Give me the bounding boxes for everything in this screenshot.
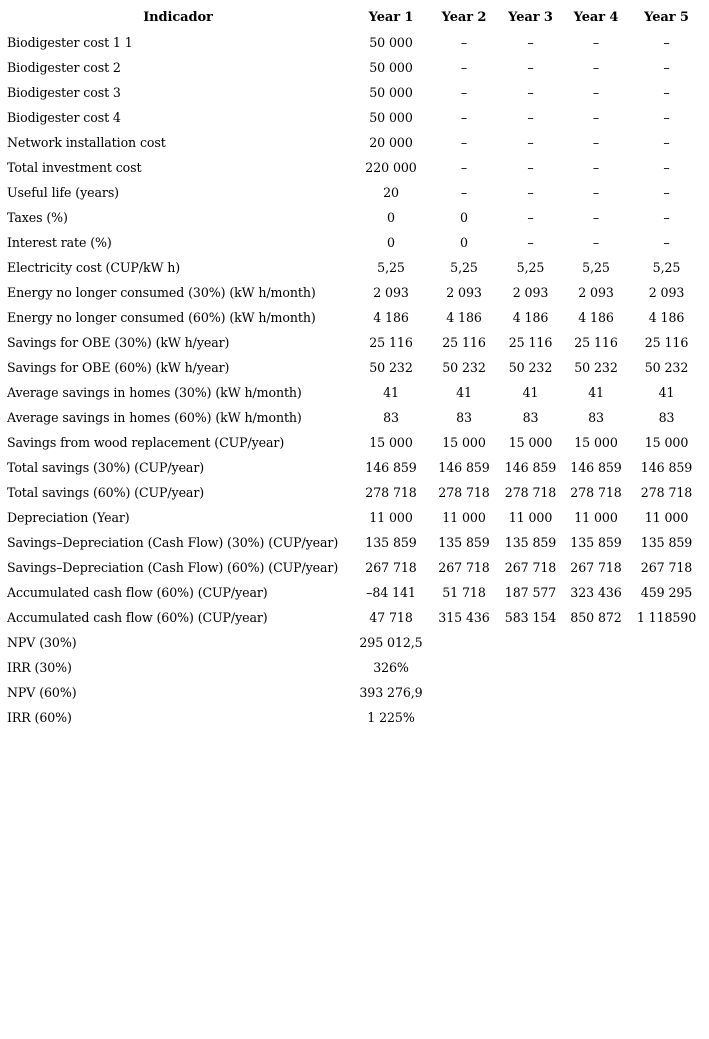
cell-year-4: 5,25 bbox=[582, 260, 610, 275]
cell-year-3: 2 093 bbox=[512, 285, 549, 300]
cell-year-3: – bbox=[527, 235, 534, 250]
cell-year-5: 1 118590 bbox=[636, 610, 697, 625]
cell-year-2: – bbox=[460, 135, 468, 150]
cell-year-4: – bbox=[592, 85, 600, 100]
cell-year-4: 267 718 bbox=[570, 560, 622, 575]
cell-year-1: 0 bbox=[387, 210, 395, 225]
cell-indicator: Taxes (%) bbox=[7, 210, 68, 225]
cell-year-5: – bbox=[663, 185, 670, 200]
cell-year-3 bbox=[499, 630, 562, 655]
cell-year-4: – bbox=[592, 135, 600, 150]
cell-year-5: 50 232 bbox=[644, 360, 689, 375]
cell-year-5: 5,25 bbox=[652, 260, 681, 275]
table-row bbox=[3, 555, 703, 580]
table-row bbox=[3, 680, 703, 705]
cell-indicator: Total savings (60%) (CUP/year) bbox=[7, 485, 205, 500]
cell-year-1: 1 225% bbox=[367, 710, 415, 725]
cell-year-2: 278 718 bbox=[438, 485, 490, 500]
cell-indicator: Biodigester cost 4 bbox=[7, 110, 121, 125]
cell-year-4: 25 116 bbox=[574, 335, 618, 350]
cell-year-2: 267 718 bbox=[438, 560, 490, 575]
table-row bbox=[3, 280, 703, 305]
table-row bbox=[3, 30, 703, 55]
cell-year-2: – bbox=[460, 160, 468, 175]
table-row bbox=[3, 155, 703, 180]
cell-year-2: 51 718 bbox=[442, 585, 486, 600]
cell-year-5: – bbox=[663, 85, 670, 100]
cell-year-1: 20 000 bbox=[369, 135, 413, 150]
cell-indicator: Useful life (years) bbox=[7, 185, 119, 200]
cell-year-2: 41 bbox=[456, 385, 472, 400]
cell-year-1: 220 000 bbox=[365, 160, 417, 175]
indicator-table bbox=[3, 5, 703, 730]
cell-year-2: 83 bbox=[456, 410, 472, 425]
cell-year-3: 83 bbox=[522, 410, 539, 425]
cell-year-4: 4 186 bbox=[578, 310, 614, 325]
table-row bbox=[3, 380, 703, 405]
cell-year-1: 393 276,9 bbox=[359, 685, 423, 700]
cell-indicator: Accumulated cash flow (60%) (CUP/year) bbox=[7, 610, 268, 625]
cell-year-4: – bbox=[592, 235, 600, 250]
cell-indicator: Accumulated cash flow (60%) (CUP/year) bbox=[7, 585, 268, 600]
cell-year-1: 146 859 bbox=[365, 460, 417, 475]
cell-indicator: IRR (30%) bbox=[7, 660, 72, 675]
cell-year-5: 2 093 bbox=[648, 285, 685, 300]
table-row bbox=[3, 655, 703, 680]
cell-year-4: 850 872 bbox=[570, 610, 622, 625]
cell-year-5: 459 295 bbox=[640, 585, 693, 600]
cell-year-5: 83 bbox=[658, 410, 675, 425]
table-row bbox=[3, 630, 703, 655]
table-row bbox=[3, 180, 703, 205]
cell-year-3: 146 859 bbox=[504, 460, 557, 475]
cell-year-5: 4 186 bbox=[648, 310, 685, 325]
cell-year-1: 2 093 bbox=[373, 285, 409, 300]
table-row bbox=[3, 580, 703, 605]
cell-year-5: – bbox=[663, 235, 670, 250]
cell-indicator: Biodigester cost 1 1 bbox=[7, 35, 133, 50]
cell-year-5 bbox=[630, 655, 703, 680]
cell-year-5: – bbox=[663, 135, 670, 150]
cell-year-4 bbox=[562, 630, 630, 655]
cell-year-2: 0 bbox=[460, 235, 468, 250]
cell-year-2: 2 093 bbox=[446, 285, 482, 300]
cell-year-1: 135 859 bbox=[365, 535, 417, 550]
cell-year-5 bbox=[630, 680, 703, 705]
cell-year-5: 146 859 bbox=[640, 460, 693, 475]
table-row bbox=[3, 80, 703, 105]
cell-year-4 bbox=[562, 680, 630, 705]
cell-year-5: – bbox=[663, 210, 670, 225]
table-row bbox=[3, 205, 703, 230]
cell-year-2: – bbox=[460, 85, 468, 100]
table-row bbox=[3, 55, 703, 80]
cell-year-1: 5,25 bbox=[377, 260, 405, 275]
cell-year-2: 50 232 bbox=[442, 360, 486, 375]
cell-year-1: 267 718 bbox=[365, 560, 417, 575]
cell-indicator: NPV (30%) bbox=[7, 635, 77, 650]
cell-year-3: 278 718 bbox=[504, 485, 557, 500]
cell-year-1: 50 000 bbox=[369, 110, 413, 125]
cell-year-3: – bbox=[527, 110, 534, 125]
cell-year-1: 20 bbox=[383, 185, 399, 200]
cell-year-3: – bbox=[527, 35, 534, 50]
cell-year-2 bbox=[429, 680, 499, 705]
cell-year-2: 15 000 bbox=[442, 435, 486, 450]
cell-year-1: 326% bbox=[373, 660, 409, 675]
cell-year-2: – bbox=[460, 60, 468, 75]
cell-year-2: 25 116 bbox=[442, 335, 486, 350]
cell-indicator: NPV (60%) bbox=[7, 685, 77, 700]
header-year-2: Year 2 bbox=[441, 10, 487, 25]
cell-indicator: Total investment cost bbox=[7, 160, 142, 175]
table-row bbox=[3, 255, 703, 280]
cell-year-1: 295 012,5 bbox=[359, 635, 423, 650]
cell-year-5: 135 859 bbox=[640, 535, 693, 550]
cell-year-3: – bbox=[527, 135, 534, 150]
table-row bbox=[3, 455, 703, 480]
cell-year-1: 83 bbox=[383, 410, 399, 425]
cell-year-4: – bbox=[592, 35, 600, 50]
cell-year-1: 25 116 bbox=[369, 335, 413, 350]
cell-year-5: 15 000 bbox=[644, 435, 689, 450]
cell-indicator: Biodigester cost 2 bbox=[7, 60, 121, 75]
cell-year-2: – bbox=[460, 185, 468, 200]
header-year-4: Year 4 bbox=[573, 10, 619, 25]
cell-year-1: 278 718 bbox=[365, 485, 417, 500]
table-row bbox=[3, 330, 703, 355]
cell-year-4: 50 232 bbox=[574, 360, 618, 375]
table-row bbox=[3, 405, 703, 430]
cell-year-3: 583 154 bbox=[504, 610, 557, 625]
cell-year-2: 315 436 bbox=[438, 610, 490, 625]
cell-indicator: Savings–Depreciation (Cash Flow) (60%) (CUP/year) bbox=[7, 560, 339, 575]
cell-year-1: 47 718 bbox=[369, 610, 413, 625]
table-row bbox=[3, 605, 703, 630]
cell-indicator: Energy no longer consumed (30%) (kW h/month) bbox=[7, 285, 316, 300]
cell-year-2: 11 000 bbox=[442, 510, 486, 525]
cell-year-4: – bbox=[592, 185, 600, 200]
cell-indicator: Depreciation (Year) bbox=[7, 510, 130, 525]
cell-year-2: 146 859 bbox=[438, 460, 490, 475]
cell-year-3: – bbox=[527, 60, 534, 75]
cell-year-5: 41 bbox=[658, 385, 675, 400]
cell-year-2 bbox=[429, 655, 499, 680]
cell-year-4: 41 bbox=[588, 385, 604, 400]
cell-year-3: 15 000 bbox=[508, 435, 553, 450]
cell-indicator: Savings for OBE (60%) (kW h/year) bbox=[7, 360, 230, 375]
table-row bbox=[3, 505, 703, 530]
cell-indicator: Electricity cost (CUP/kW h) bbox=[7, 260, 181, 275]
cell-indicator: Network installation cost bbox=[7, 135, 166, 150]
cell-year-5: – bbox=[663, 35, 670, 50]
cell-indicator: Total savings (30%) (CUP/year) bbox=[7, 460, 205, 475]
cell-year-2 bbox=[429, 705, 499, 730]
cell-year-1: –84 141 bbox=[366, 585, 416, 600]
cell-year-5: – bbox=[663, 110, 670, 125]
cell-year-4: 135 859 bbox=[570, 535, 622, 550]
cell-year-5: 278 718 bbox=[640, 485, 693, 500]
header-indicador: Indicador bbox=[143, 10, 213, 25]
cell-indicator: Savings–Depreciation (Cash Flow) (30%) (CUP/year) bbox=[7, 535, 339, 550]
table-row bbox=[3, 305, 703, 330]
cell-year-4: 146 859 bbox=[570, 460, 622, 475]
cell-year-3: 187 577 bbox=[504, 585, 557, 600]
cell-year-3 bbox=[499, 680, 562, 705]
cell-year-4: – bbox=[592, 110, 600, 125]
cell-year-3: 25 116 bbox=[508, 335, 553, 350]
cell-year-1: 50 232 bbox=[369, 360, 413, 375]
cell-year-3: – bbox=[527, 185, 534, 200]
cell-year-2: 0 bbox=[460, 210, 468, 225]
cell-year-4: – bbox=[592, 60, 600, 75]
cell-year-5 bbox=[630, 630, 703, 655]
cell-year-3 bbox=[499, 705, 562, 730]
cell-year-5: – bbox=[663, 160, 670, 175]
cell-year-1: 11 000 bbox=[369, 510, 413, 525]
cell-year-3: – bbox=[527, 210, 534, 225]
cell-year-3: 41 bbox=[522, 385, 539, 400]
cell-year-3: 4 186 bbox=[512, 310, 549, 325]
cell-year-3 bbox=[499, 655, 562, 680]
cell-year-3: 11 000 bbox=[508, 510, 553, 525]
table-body bbox=[3, 30, 703, 730]
table-row bbox=[3, 480, 703, 505]
cell-year-4: 323 436 bbox=[570, 585, 622, 600]
cell-year-2: 135 859 bbox=[438, 535, 490, 550]
cell-year-5: 25 116 bbox=[644, 335, 689, 350]
cell-year-5 bbox=[630, 705, 703, 730]
header-row bbox=[3, 5, 703, 30]
cell-indicator: Average savings in homes (60%) (kW h/month) bbox=[7, 410, 302, 425]
cell-year-1: 15 000 bbox=[369, 435, 413, 450]
cell-year-1: 50 000 bbox=[369, 85, 413, 100]
cell-year-4: – bbox=[592, 210, 600, 225]
table-row bbox=[3, 355, 703, 380]
cell-year-2: – bbox=[460, 35, 468, 50]
cell-year-4: 11 000 bbox=[574, 510, 618, 525]
cell-year-4: – bbox=[592, 160, 600, 175]
cell-year-2 bbox=[429, 630, 499, 655]
cell-year-1: 4 186 bbox=[373, 310, 409, 325]
cell-indicator: Interest rate (%) bbox=[7, 235, 112, 250]
cell-year-3: – bbox=[527, 85, 534, 100]
cell-year-5: 267 718 bbox=[640, 560, 693, 575]
cell-indicator: IRR (60%) bbox=[7, 710, 72, 725]
cell-year-4: 83 bbox=[588, 410, 604, 425]
cell-year-5: – bbox=[663, 60, 670, 75]
cell-year-1: 50 000 bbox=[369, 35, 413, 50]
cell-year-3: 267 718 bbox=[504, 560, 557, 575]
header-year-5: Year 5 bbox=[644, 10, 689, 25]
cell-year-4: 2 093 bbox=[578, 285, 614, 300]
cell-year-5: 11 000 bbox=[644, 510, 689, 525]
cell-year-4: 278 718 bbox=[570, 485, 622, 500]
cell-indicator: Biodigester cost 3 bbox=[7, 85, 121, 100]
cell-year-2: 5,25 bbox=[450, 260, 478, 275]
header-year-3: Year 3 bbox=[508, 10, 553, 25]
cell-indicator: Average savings in homes (30%) (kW h/month) bbox=[7, 385, 302, 400]
cell-year-4 bbox=[562, 655, 630, 680]
header-year-1: Year 1 bbox=[368, 10, 414, 25]
cell-year-4: 15 000 bbox=[574, 435, 618, 450]
table-row bbox=[3, 130, 703, 155]
cell-year-3: 50 232 bbox=[508, 360, 553, 375]
cell-year-3: – bbox=[527, 160, 534, 175]
table-row bbox=[3, 530, 703, 555]
cell-year-2: 4 186 bbox=[446, 310, 482, 325]
cell-year-2: – bbox=[460, 110, 468, 125]
cell-year-4 bbox=[562, 705, 630, 730]
cell-year-3: 135 859 bbox=[504, 535, 557, 550]
cell-indicator: Savings from wood replacement (CUP/year) bbox=[7, 435, 285, 450]
table-row bbox=[3, 705, 703, 730]
cell-year-1: 50 000 bbox=[369, 60, 413, 75]
table-row bbox=[3, 230, 703, 255]
table-row bbox=[3, 105, 703, 130]
cell-indicator: Energy no longer consumed (60%) (kW h/month) bbox=[7, 310, 316, 325]
table-row bbox=[3, 430, 703, 455]
cell-year-1: 0 bbox=[387, 235, 395, 250]
cell-year-3: 5,25 bbox=[516, 260, 545, 275]
cell-indicator: Savings for OBE (30%) (kW h/year) bbox=[7, 335, 230, 350]
cell-year-1: 41 bbox=[383, 385, 399, 400]
